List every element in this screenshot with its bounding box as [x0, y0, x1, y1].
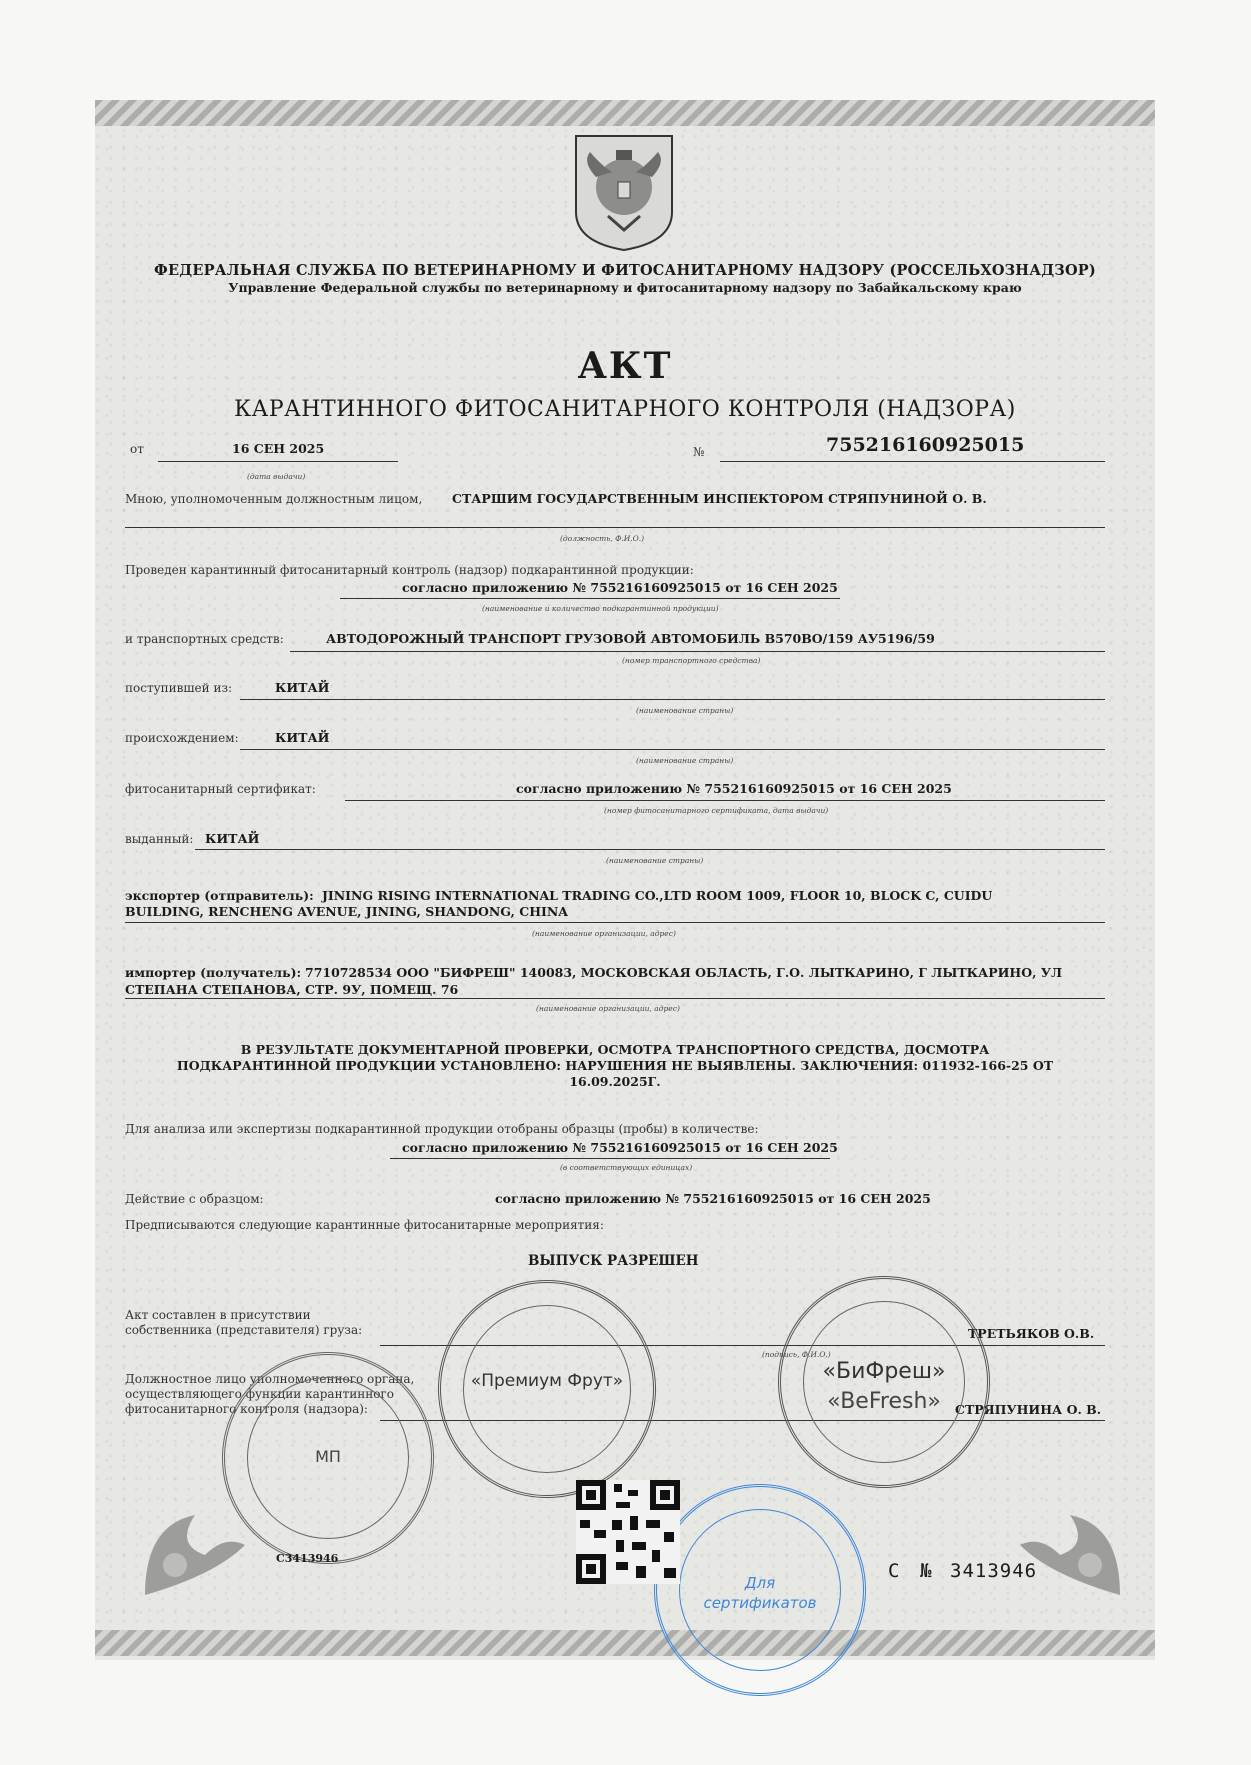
official-name: СТРЯПУНИНА О. В. [955, 1402, 1102, 1417]
cert-label: фитосанитарный сертификат: [125, 782, 316, 796]
bifresh-stamp [778, 1276, 990, 1488]
measures-label: Предписываются следующие карантинные фитосанитарные мероприятия: [125, 1218, 604, 1232]
bifresh-stamp-text: «БиФреш» [822, 1359, 946, 1384]
premium-frut-stamp-text: «Премиум Фрут» [470, 1371, 624, 1391]
serial-number-sign: № [920, 1560, 933, 1582]
from-country-underline [240, 699, 1105, 700]
result-line3: 16.09.2025Г. [569, 1074, 661, 1089]
sample-action-value: согласно приложению № 755216160925015 от 16 СЕН 2025 [495, 1191, 931, 1206]
premium-frut-stamp [438, 1280, 656, 1498]
seal-mp-text: МП [315, 1447, 341, 1466]
from-country-caption: (наименование страны) [636, 706, 734, 715]
agency-name: ФЕДЕРАЛЬНАЯ СЛУЖБА ПО ВЕТЕРИНАРНОМУ И ФИТОСАНИТАРНОМУ НАДЗОРУ (РОССЕЛЬХОЗНАДЗОР) [154, 262, 1096, 279]
cert-caption: (номер фитосанитарного сертификата, дата выдачи) [604, 806, 829, 815]
date-underline [158, 461, 398, 462]
inspector-caption: (должность, Ф.И.О.) [560, 534, 645, 543]
qr-code [576, 1480, 680, 1584]
importer-label: импортер (получатель): [125, 965, 302, 980]
left-corner-ornament-icon [135, 1485, 255, 1605]
date-caption: (дата выдачи) [247, 472, 306, 481]
origin-caption: (наименование страны) [636, 756, 734, 765]
blue-certificate-stamp [654, 1484, 866, 1696]
owner-label-line2: собственника (представителя) груза: [125, 1323, 363, 1337]
transport-value: АВТОДОРОЖНЫЙ ТРАНСПОРТ ГРУЗОВОЙ АВТОМОБИЛЬ В570ВО/159 АУ5196/59 [326, 631, 935, 646]
cert-underline [345, 800, 1105, 801]
importer-line1: 7710728534 ООО "БИФРЕШ" 140083, МОСКОВСКАЯ ОБЛАСТЬ, Г.О. ЛЫТКАРИНО, Г ЛЫТКАРИНО, УЛ [305, 965, 1063, 980]
transport-caption: (номер транспортного средства) [622, 656, 761, 665]
cert-value: согласно приложению № 755216160925015 от 16 СЕН 2025 [516, 781, 952, 796]
blue-stamp-text: Для сертификатов [703, 1574, 817, 1612]
samples-caption: (в соответствующих единицах) [560, 1163, 693, 1172]
control-value: согласно приложению № 755216160925015 от 16 СЕН 2025 [402, 580, 838, 595]
exporter-line1: JINING RISING INTERNATIONAL TRADING CO.,LTD ROOM 1009, FLOOR 10, BLOCK C, CUIDU [322, 888, 993, 903]
exporter-underline [125, 922, 1105, 923]
issued-value: КИТАЙ [205, 831, 260, 846]
number-underline [720, 461, 1105, 462]
origin-label: происхождением: [125, 731, 239, 745]
importer-underline [125, 998, 1105, 999]
befresh-stamp-text: «BeFresh» [827, 1389, 941, 1414]
control-label: Проведен карантинный фитосанитарный контроль (надзор) подкарантинной продукции: [125, 563, 694, 577]
right-corner-ornament-icon [1010, 1485, 1130, 1605]
act-number: 755216160925015 [826, 434, 1025, 456]
coat-of-arms-icon [572, 132, 676, 252]
official-label-line2: осуществляющего функции карантинного [125, 1387, 394, 1401]
issued-label: выданный: [125, 832, 194, 846]
origin-value: КИТАЙ [275, 730, 330, 745]
inspector-value: СТАРШИМ ГОСУДАРСТВЕННЫМ ИНСПЕКТОРОМ СТРЯПУНИНОЙ О. В. [452, 491, 987, 506]
inspector-label: Мною, уполномоченным должностным лицом, [125, 492, 423, 506]
from-country-value: КИТАЙ [275, 680, 330, 695]
samples-underline [390, 1158, 830, 1159]
left-serial-code: С3413946 [276, 1552, 339, 1565]
samples-label: Для анализа или экспертизы подкарантинной продукции отобраны образцы (пробы) в количестве: [125, 1122, 759, 1136]
sample-action-label: Действие с образцом: [125, 1192, 264, 1206]
transport-underline [290, 651, 1105, 652]
official-label-line1: Должностное лицо уполномоченного органа, [125, 1372, 415, 1386]
number-label: № [693, 445, 705, 459]
transport-label: и транспортных средств: [125, 632, 284, 646]
samples-value: согласно приложению № 755216160925015 от 16 СЕН 2025 [402, 1140, 838, 1155]
document-subtitle: КАРАНТИННОГО ФИТОСАНИТАРНОГО КОНТРОЛЯ (НАДЗОРА) [234, 397, 1016, 422]
owner-label-line1: Акт составлен в присутствии [125, 1308, 311, 1322]
owner-caption: (подпись, Ф.И.О.) [762, 1350, 831, 1359]
measures-value: ВЫПУСК РАЗРЕШЕН [528, 1253, 699, 1269]
result-line1: В РЕЗУЛЬТАТЕ ДОКУМЕНТАРНОЙ ПРОВЕРКИ, ОСМОТРА ТРАНСПОРТНОГО СРЕДСТВА, ДОСМОТРА [240, 1042, 990, 1057]
series-letter: С [888, 1560, 901, 1582]
issued-caption: (наименование страны) [606, 856, 704, 865]
origin-underline [240, 749, 1105, 750]
date-label: от [130, 442, 144, 456]
official-label-line3: фитосанитарного контроля (надзора): [125, 1402, 368, 1416]
result-line2: ПОДКАРАНТИННОЙ ПРОДУКЦИИ УСТАНОВЛЕНО: НАРУШЕНИЯ НЕ ВЫЯВЛЕНЫ. ЗАКЛЮЧЕНИЯ: 011932-166-25 ОТ [176, 1058, 1054, 1073]
exporter-caption: (наименование организации, адрес) [532, 929, 676, 938]
top-ornamental-band [95, 100, 1155, 126]
control-underline [340, 598, 840, 599]
exporter-label: экспортер (отправитель): [125, 888, 314, 903]
issued-underline [195, 849, 1105, 850]
from-country-label: поступившей из: [125, 681, 233, 695]
owner-name: ТРЕТЬЯКОВ О.В. [968, 1326, 1095, 1341]
issue-date: 16 СЕН 2025 [232, 441, 325, 456]
inspector-underline [125, 527, 1105, 528]
bottom-ornamental-band [95, 1630, 1155, 1656]
agency-department: Управление Федеральной службы по ветеринарному и фитосанитарному надзору по Забайкальскому краю [228, 280, 1022, 295]
control-caption: (наименование и количество подкарантинной продукции) [482, 604, 719, 613]
importer-line2: СТЕПАНА СТЕПАНОВА, СТР. 9У, ПОМЕЩ. 76 [125, 982, 459, 997]
importer-caption: (наименование организации, адрес) [536, 1004, 680, 1013]
exporter-line2: BUILDING, RENCHENG AVENUE, JINING, SHANDONG, CHINA [125, 904, 568, 919]
serial-number: 3413946 [950, 1560, 1038, 1582]
document-title: АКТ [577, 345, 673, 387]
